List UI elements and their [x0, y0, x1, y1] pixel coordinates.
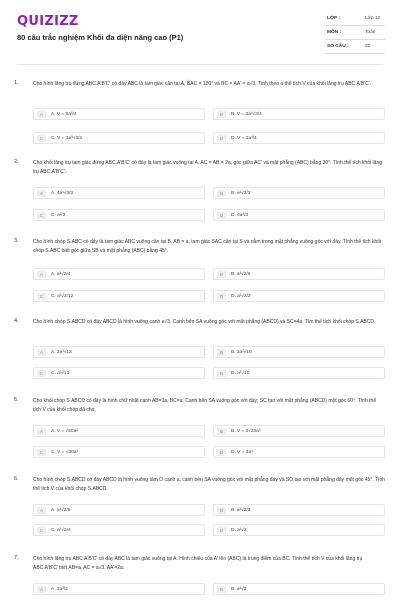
option-text: B. a³√3/3: [231, 191, 251, 196]
answer-option-b[interactable]: [213, 268, 385, 280]
answer-option-c[interactable]: [33, 209, 205, 221]
option-letter: D: [217, 212, 226, 219]
answer-option-c[interactable]: [33, 132, 205, 144]
answer-option-a[interactable]: [33, 346, 205, 358]
question-text: Cho hình lăng trụ đứng ABC.A'B'C' có đáy ABC là tam giác cân tại A, B̂AC = 120° và BC = AA' = a√3. Tính theo a thể tích V của khối lăng trụ ABC.A'B'C'.: [33, 81, 372, 87]
option-letter: B: [217, 428, 226, 435]
question-text: Cho hình chóp S.ABCD có đáy ABCD là hình vuông tâm O cạnh a, cạnh bên SA vuông góc với mặt phẳng đáy và SO tạo với mặt phẳng đáy một góc 45°. Tính thể tích V của khối chóp S.ABCD.: [33, 477, 386, 492]
question-number: 2.: [14, 159, 19, 165]
document-title: 80 câu trắc nghiệm Khối đa diện nâng cao (P1): [17, 33, 184, 42]
option-letter: D: [217, 293, 226, 300]
option-text: D. 4a³/3: [231, 213, 249, 218]
option-letter: A: [37, 190, 46, 197]
option-text: A. a³√2/4: [51, 272, 71, 277]
option-text: A. 3a³√13: [51, 350, 72, 355]
answer-option-c[interactable]: [33, 290, 205, 302]
meta-value: 20: [365, 44, 371, 49]
answer-option-a[interactable]: [33, 268, 205, 280]
quizizz-logo: QUIZIZZ: [17, 14, 79, 29]
option-letter: A: [37, 271, 46, 278]
option-letter: C: [37, 370, 46, 377]
option-letter: A: [37, 349, 46, 356]
question-number: 3.: [14, 238, 19, 244]
answer-option-a[interactable]: [33, 187, 205, 199]
option-letter: B: [217, 190, 226, 197]
answer-option-a[interactable]: [33, 583, 205, 595]
answer-option-b[interactable]: [213, 108, 385, 120]
option-letter: A: [37, 507, 46, 514]
option-text: A. 3a³/2: [51, 587, 68, 592]
answer-option-b[interactable]: [213, 504, 385, 516]
meta-row-class: [325, 12, 385, 26]
answer-option-b[interactable]: [213, 425, 385, 437]
question-number: 6.: [14, 476, 19, 482]
answer-option-c[interactable]: [33, 367, 205, 379]
option-text: D. V = 3a³/4: [231, 136, 257, 141]
option-text: B. a³√2/6: [231, 272, 251, 277]
option-text: B. 3a³√10: [231, 350, 252, 355]
option-text: A. V = 9a³/4: [51, 112, 77, 117]
option-letter: B: [217, 111, 226, 118]
header-divider: [17, 64, 383, 65]
question-number: 7.: [14, 555, 19, 561]
option-text: C. a³√2/4: [51, 528, 71, 533]
option-text: C. a³/3: [51, 213, 66, 218]
option-text: B. a³√2/3: [231, 508, 251, 513]
option-text: D. a³√2/2: [231, 294, 251, 299]
option-text: C. V = 3a³√3/2: [51, 136, 83, 141]
answer-option-d[interactable]: [213, 209, 385, 221]
meta-value: Toán: [365, 30, 376, 35]
answer-option-b[interactable]: [213, 583, 385, 595]
answer-option-a[interactable]: [33, 504, 205, 516]
meta-value: Lớp 12: [365, 16, 381, 21]
answer-option-d[interactable]: [213, 290, 385, 302]
option-text: A. 4a³√3/3: [51, 191, 74, 196]
option-text: C. a³√13: [51, 371, 70, 376]
answer-option-c[interactable]: [33, 446, 205, 458]
meta-row-question-count: [325, 40, 385, 54]
answer-option-a[interactable]: [33, 425, 205, 437]
option-letter: A: [37, 428, 46, 435]
question-number: 5.: [14, 397, 19, 403]
option-letter: C: [37, 449, 46, 456]
option-letter: A: [37, 111, 46, 118]
question-number: 4.: [14, 318, 19, 324]
answer-option-d[interactable]: [213, 446, 385, 458]
option-text: B. V = 3a³√3/4: [231, 112, 262, 117]
option-letter: B: [217, 507, 226, 514]
option-text: D. V = 3a³: [231, 450, 253, 455]
option-letter: D: [217, 527, 226, 534]
option-letter: C: [37, 135, 46, 142]
question-number: 1.: [14, 80, 19, 86]
option-letter: A: [37, 586, 46, 593]
option-letter: B: [217, 586, 226, 593]
option-text: D. a³√10: [231, 371, 250, 376]
option-text: C. a³√2/12: [51, 294, 74, 299]
answer-option-c[interactable]: [33, 524, 205, 536]
option-letter: C: [37, 212, 46, 219]
meta-key: SỐ CÂU :: [327, 44, 349, 49]
meta-row-subject: [325, 26, 385, 40]
option-text: B. a³√3: [231, 587, 247, 592]
option-letter: D: [217, 449, 226, 456]
option-letter: C: [37, 527, 46, 534]
question-text: Cho hình chóp S.ABCD có đáy ABCD là hình vuông cạnh a√3. Cạnh bên SA vuông góc với mặt phẳng (ABCD) và SC=4a. Tìm thể tích khối chóp S.ABCD.: [33, 319, 376, 325]
document-header: [0, 0, 400, 64]
option-text: A. a³√2/6: [51, 508, 71, 513]
option-letter: B: [217, 349, 226, 356]
option-text: B. V = 3√20a³: [231, 429, 261, 434]
answer-option-b[interactable]: [213, 187, 385, 199]
question-text: Cho hình chóp S.ABC có đáy là tam giác ABC vuông cân tại B, AB = a, tam giác SAC cân tại S và nằm trong mặt phẳng vuông góc với đáy. Tính thể tích khối chóp S.ABC biết góc giữa SB và mặt phẳng (ABC) bằng 45°.: [33, 239, 382, 254]
option-text: C. V = √30a³: [51, 450, 79, 455]
meta-info-box: [325, 12, 385, 54]
answer-option-d[interactable]: [213, 367, 385, 379]
option-text: D. a³√2: [231, 528, 247, 533]
option-letter: D: [217, 370, 226, 377]
question-text: Cho khối lăng trụ tam giác đứng ABC.A'B'C' có đáy là tam giác vuông tại A, AC = AB = 2a, góc giữa AC' và mặt phẳng (ABC) bằng 30°. Tính thể tích khối lăng trụ ABC.A'B'C'.: [33, 160, 383, 175]
answer-option-d[interactable]: [213, 132, 385, 144]
question-text: Cho hình lăng trụ ABC.A'B'C' có đáy ABC là tam giác vuông tại A. Hình chiếu của A' lên (ABC) là trung điểm của BC. Tính thể tích V của khối lăng trụ ABC.A'B'C' biết AB=a, AC = a√3, AA'=2a.: [33, 556, 363, 571]
option-letter: D: [217, 135, 226, 142]
option-text: A. V = √60a³: [51, 429, 78, 434]
answer-option-b[interactable]: [213, 346, 385, 358]
answer-option-d[interactable]: [213, 524, 385, 536]
option-letter: C: [37, 293, 46, 300]
question-text: Cho khối chóp S.ABCD có đáy là hình chữ nhật cạnh AB=3a, BC=a. Cạnh bên SA vuông góc với đáy; SC tạo với mặt phẳng (ABCD) một góc 60°. Tính thể tích V của khối chóp đã cho.: [33, 398, 377, 413]
option-letter: B: [217, 271, 226, 278]
meta-key: MÔN :: [327, 30, 342, 35]
answer-option-a[interactable]: [33, 108, 205, 120]
meta-key: LỚP :: [327, 16, 341, 21]
